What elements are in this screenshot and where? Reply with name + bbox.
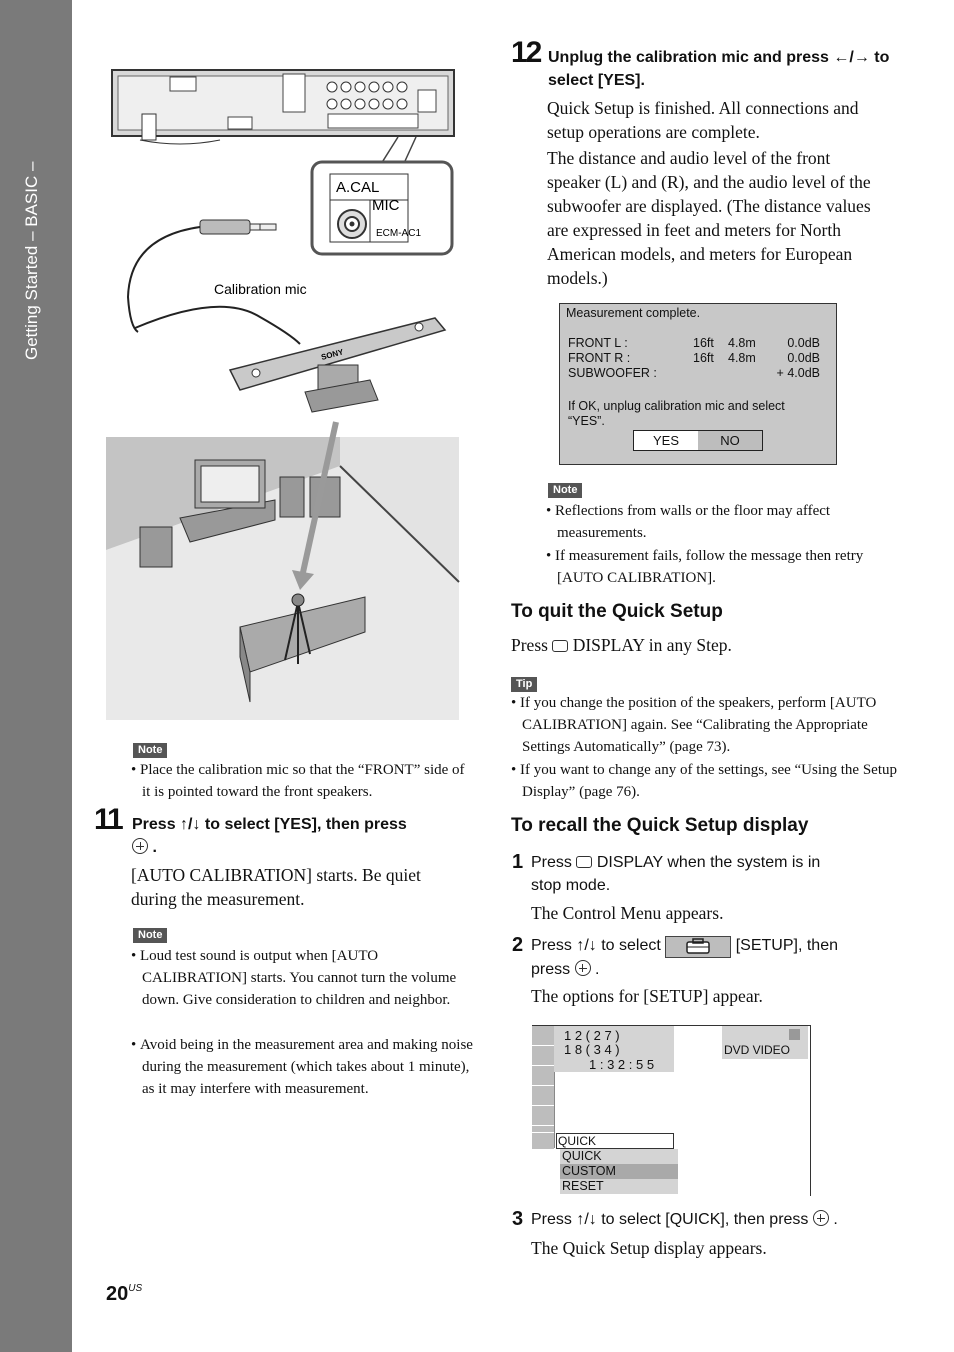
step-instruction: Press DISPLAY when the system is in stop mode.: [531, 854, 821, 894]
note-item: • Avoid being in the measurement area and making noise during the measurement (which takes about 1 minute), as it may interfere with measurement.: [131, 1037, 473, 1097]
tip-item: • If you change the position of the speakers, perform [AUTO CALIBRATION] again. See “Calibrating the Appropriate Settings Automatically” (page 73).: [511, 695, 877, 755]
time-counter: 1 : 3 2 : 5 5: [589, 1057, 655, 1072]
room-scene: [106, 437, 459, 720]
title-counter: 1 2 ( 2 7 ): [564, 1028, 620, 1043]
option-quick[interactable]: QUICK: [562, 1149, 602, 1163]
section-heading: To recall the Quick Setup display: [511, 815, 809, 836]
enter-button-icon: [813, 1210, 829, 1226]
enter-button-icon: [132, 838, 148, 854]
step-number: 1: [512, 851, 524, 873]
mic-caption: Calibration mic: [214, 281, 307, 297]
mic-jack-sublabel: MIC: [372, 197, 400, 214]
note-badge: Note: [133, 928, 167, 943]
yes-option[interactable]: YES: [652, 433, 679, 448]
source-panel: [722, 1026, 808, 1059]
screen-row-db: 0.0dB: [787, 351, 820, 365]
tip-item: • If you want to change any of the settings, see “Using the Setup Display” (page 76).: [511, 762, 898, 800]
screen-row-m: 4.8m: [728, 351, 756, 365]
screen-message: If OK, unplug calibration mic and select “YES”.: [568, 399, 785, 428]
setup-icon: [665, 936, 731, 958]
step-body: The distance and audio level of the front speaker (L) and (R), and the audio level of the subwoofer are displayed. (The distance values are expressed in feet and meters for North American models, and meters for European models.): [547, 148, 871, 288]
screen-row-name: FRONT L :: [568, 336, 628, 350]
note-badge: Note: [133, 743, 167, 758]
step-body: Quick Setup is finished. All connections and setup operations are complete.: [547, 98, 859, 142]
no-option[interactable]: NO: [698, 431, 762, 450]
mic-jack-label: A.CAL: [336, 179, 380, 196]
unit-rear-panel: [112, 70, 454, 144]
step-instruction: Press ↑/↓ to select [QUICK], then press .: [531, 1211, 838, 1228]
yes-no-selector: [633, 430, 763, 451]
calibration-setup-illustration: [100, 62, 470, 727]
option-custom[interactable]: CUSTOM: [562, 1164, 616, 1178]
step-result: The Control Menu appears.: [531, 903, 724, 923]
mic-jack-callout: [312, 162, 452, 254]
screen-row-name: SUBWOOFER :: [568, 366, 657, 380]
mic-brand: SONY: [320, 347, 345, 362]
section-heading: To quit the Quick Setup: [511, 601, 723, 622]
section-sidebar: [0, 0, 72, 1352]
note-item: • If measurement fails, follow the message then retry [AUTO CALIBRATION].: [546, 548, 864, 586]
tip-badge: Tip: [511, 677, 537, 692]
option-reset[interactable]: RESET: [562, 1179, 604, 1193]
section-title: Getting Started – BASIC –: [22, 161, 41, 360]
status-square-icon: [789, 1029, 800, 1040]
note-item: • Place the calibration mic so that the “FRONT” side of it is pointed toward the front speakers.: [131, 762, 465, 800]
screen-row-ft: 16ft: [693, 336, 714, 350]
chapter-counter: 1 8 ( 3 4 ): [564, 1042, 620, 1057]
step-result: The options for [SETUP] appear.: [531, 986, 763, 1006]
calibration-mic: [230, 318, 445, 412]
note-item: • Reflections from walls or the floor may affect measurements.: [546, 503, 831, 541]
note-badge: Note: [548, 483, 582, 498]
step-heading: Press ↑/↓ to select [YES], then press .: [132, 816, 407, 856]
screen-row-ft: 16ft: [693, 351, 714, 365]
screen-row-db: + 4.0dB: [776, 366, 820, 380]
step-number: 12: [511, 36, 541, 69]
display-button-icon: [552, 640, 568, 652]
step-instruction: Press ↑/↓ to select [SETUP], then press .: [531, 937, 838, 978]
screen-title: Measurement complete.: [566, 306, 701, 320]
source-label: DVD VIDEO: [724, 1043, 791, 1057]
screen-row-db: 0.0dB: [787, 336, 820, 350]
step-result: The Quick Setup display appears.: [531, 1238, 767, 1258]
note-item: • Loud test sound is output when [AUTO CALIBRATION] starts. You cannot turn the volume down. Give consideration to children and neighbor.: [131, 948, 457, 1008]
region-code: US: [128, 1283, 143, 1294]
enter-button-icon: [575, 960, 591, 976]
measurement-screen: [559, 303, 837, 465]
step-number: 3: [512, 1208, 524, 1230]
disc-info-panel: [554, 1026, 674, 1072]
setup-screen: [532, 1025, 811, 1196]
display-button-icon: [576, 856, 592, 868]
page-number: $20^{US}$: [106, 1283, 143, 1305]
mic-model-label: ECM-AC1: [376, 228, 422, 239]
screen-row-name: FRONT R :: [568, 351, 631, 365]
setup-options-list: [560, 1149, 678, 1194]
step-heading: Unplug the calibration mic and press ←/→ to select [YES].: [548, 49, 890, 89]
step-number: 11: [94, 803, 122, 836]
step-number: 2: [512, 934, 524, 956]
screen-row-m: 4.8m: [728, 336, 756, 350]
quit-instruction: Press DISPLAY in any Step.: [511, 635, 732, 655]
step-body: [AUTO CALIBRATION] starts. Be quiet during the measurement.: [131, 865, 421, 909]
setup-menu-icon: [532, 1132, 554, 1149]
selected-setup-field[interactable]: QUICK: [556, 1133, 674, 1149]
menu-icon-column: [532, 1026, 555, 1148]
